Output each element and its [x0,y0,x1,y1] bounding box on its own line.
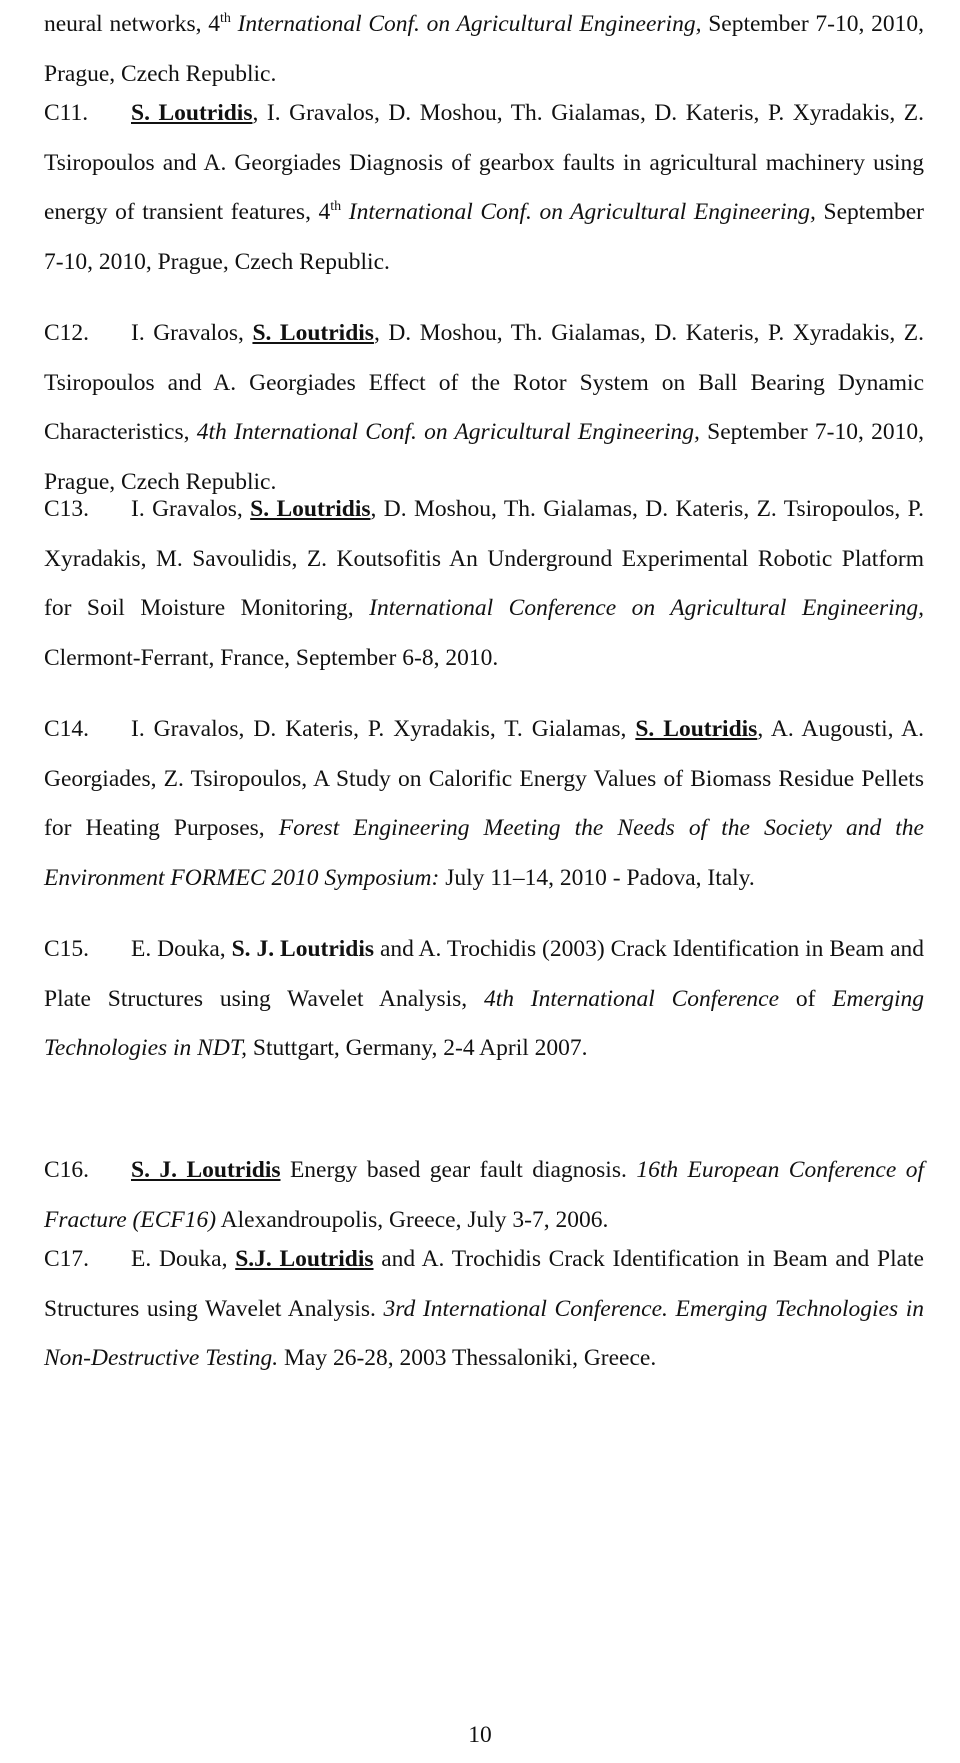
highlighted-author: S. Loutridis [252,320,374,346]
reference-c13 [44,485,924,683]
venue-italic: 4th International Conf. on Agricultural Engineering, [196,419,700,445]
reference-number: C17. [44,1246,90,1272]
ordinal-suffix: th [330,199,342,215]
continuation-tail: September 7-10, 2010, Prague, Czech Republic. [44,11,924,87]
highlighted-author: S. Loutridis [131,100,253,126]
reference-c11 [44,89,924,287]
reference-c15 [44,925,924,1074]
venue-italic: 3rd International Conference. Emerging Technologies in Non-Destructive Testing. [44,1295,924,1371]
venue-italic: Forest Engineering Meeting the Needs of the Society and the Environment FORMEC 2010 Symposium: [44,815,924,891]
reference-lead: I. Gravalos, [131,496,251,522]
reference-tail: Stuttgart, Germany, 2-4 April 2007. [247,1035,588,1061]
venue-italic: 16th European Conference of Fracture (ECF16) [44,1157,924,1233]
reference-c12 [44,309,924,507]
reference-number: C14. [44,716,90,742]
reference-c16 [44,1146,924,1245]
reference-number: C15. [44,936,90,962]
venue-italic-2: Emerging Technologies in NDT, [44,985,924,1061]
reference-continuation [44,0,924,99]
reference-tail: September 7-10, 2010, Prague, Czech Republic. [44,419,924,495]
reference-c14 [44,705,924,903]
reference-body: , A. Augousti, A. Georgiades, Z. Tsiropoulos, A Study on Calorific Energy Values of Biomass Residue Pellets for Heating Purposes, [44,716,925,841]
venue-italic: International Conf. on Agricultural Engineering, [230,11,702,37]
reference-body: Energy based gear fault diagnosis. [280,1157,637,1183]
reference-body: , D. Moshou, Th. Gialamas, D. Kateris, P. Xyradakis, Z. Tsiropoulos and A. Georgiades Effect of the Rotor System on Ball Bearing Dynamic Characteristics, [44,320,924,445]
reference-connector: of [779,985,833,1012]
reference-tail: May 26-28, 2003 Thessaloniki, Greece. [278,1345,657,1371]
highlighted-author: S. Loutridis [250,496,371,522]
highlighted-author: S. J. Loutridis [231,936,375,962]
reference-tail: September 7-10, 2010, Prague, Czech Republic. [44,199,925,275]
venue-italic: International Conference on Agricultural Engineering, [369,595,924,621]
reference-lead: I. Gravalos, [131,320,253,346]
venue-italic: International Conf. on Agricultural Engineering, [341,199,816,225]
reference-c17 [44,1235,924,1384]
page-number: 10 [468,1722,492,1748]
reference-body: and A. Trochidis (2003) Crack Identification in Beam and Plate Structures using Wavelet Analysis, [44,936,924,1012]
reference-number: C11. [44,100,89,126]
reference-number: C16. [44,1157,90,1183]
reference-body: , I. Gravalos, D. Moshou, Th. Gialamas, D. Kateris, P. Xyradakis, Z. Tsiropoulos and A. Georgiades Diagnosis of gearbox faults in agricultural machinery using energy of transient features, 4 [44,100,925,225]
highlighted-author: S.J. Loutridis [235,1246,374,1272]
reference-number: C13. [44,496,90,522]
reference-tail: Clermont-Ferrant, France, September 6-8, 2010. [44,644,499,671]
reference-lead: I. Gravalos, D. Kateris, P. Xyradakis, T. Gialamas, [131,716,636,742]
highlighted-author: S. Loutridis [635,716,758,742]
reference-number: C12. [44,320,90,346]
continuation-text: neural networks, 4 [44,11,220,37]
highlighted-author: S. J. Loutridis [131,1157,281,1183]
venue-italic: 4th International Conference [483,985,780,1012]
reference-tail: July 11–14, 2010 - Padova, Italy. [439,864,755,891]
reference-body: , D. Moshou, Th. Gialamas, D. Kateris, Z. Tsiropoulos, P. Xyradakis, M. Savoulidis, Z. Koutsofitis An Underground Experimental Robotic Platform for Soil Moisture Monitoring, [44,496,924,621]
reference-lead: E. Douka, [131,936,232,962]
reference-body: and A. Trochidis Crack Identification in Beam and Plate Structures using Wavelet Analysis. [44,1246,924,1322]
reference-lead: E. Douka, [131,1246,236,1272]
ordinal-suffix: th [219,11,231,27]
reference-tail: Alexandroupolis, Greece, July 3-7, 2006. [216,1206,609,1233]
